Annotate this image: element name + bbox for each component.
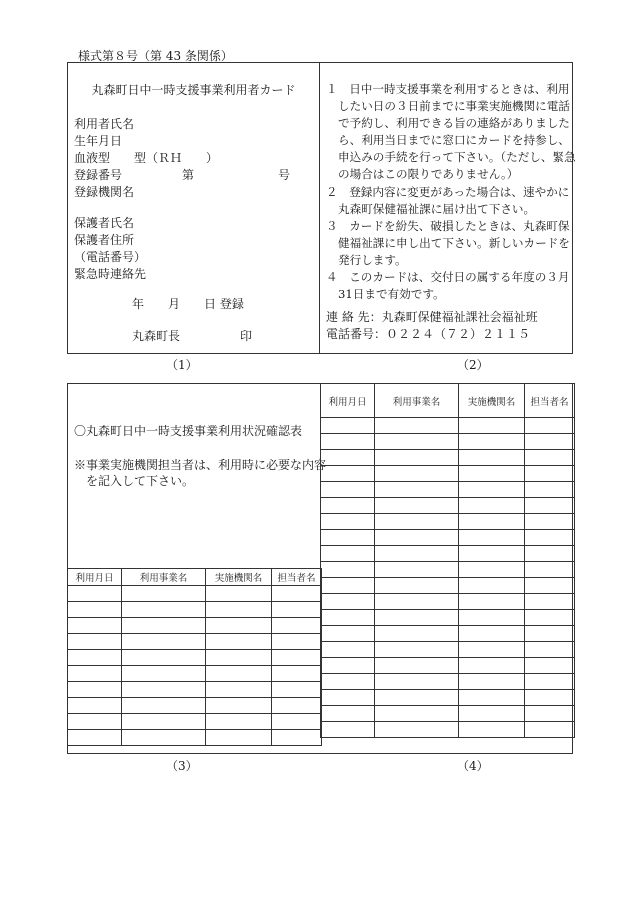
contact-phone: 電話番号：０２２４（７２）２１１５: [326, 327, 531, 341]
usage-confirmation-sheet: [67, 383, 573, 754]
table-cell[interactable]: [122, 682, 206, 698]
table-cell[interactable]: [525, 706, 575, 722]
table-cell[interactable]: [272, 650, 322, 666]
table-cell[interactable]: [375, 690, 459, 706]
table-row: [68, 730, 322, 746]
table-cell[interactable]: [206, 666, 272, 682]
table-cell[interactable]: [68, 714, 122, 730]
table-cell[interactable]: [321, 642, 375, 658]
table-cell[interactable]: [525, 578, 575, 594]
table-cell[interactable]: [525, 514, 575, 530]
field-blood-type: 血液型 型（ＲＨ ）: [74, 151, 219, 165]
table-cell[interactable]: [321, 594, 375, 610]
table-cell[interactable]: [375, 658, 459, 674]
table-row: [321, 690, 575, 706]
table-row: [321, 594, 575, 610]
table-cell[interactable]: [459, 610, 525, 626]
table-cell[interactable]: [525, 610, 575, 626]
table-row: [321, 546, 575, 562]
table-cell[interactable]: [525, 642, 575, 658]
table-cell[interactable]: [459, 722, 525, 738]
usage-note-line2: を記入して下さい。: [86, 474, 195, 488]
table-cell[interactable]: [206, 714, 272, 730]
table-cell[interactable]: [525, 546, 575, 562]
field-phone-number: （電話番号）: [74, 250, 147, 264]
table-cell[interactable]: [375, 418, 459, 434]
table-cell[interactable]: [459, 498, 525, 514]
table-cell[interactable]: [459, 706, 525, 722]
table-cell[interactable]: [375, 610, 459, 626]
table-cell[interactable]: [459, 690, 525, 706]
table-cell[interactable]: [321, 498, 375, 514]
table-cell[interactable]: [68, 730, 122, 746]
table-cell[interactable]: [122, 714, 206, 730]
table-row: [68, 602, 322, 618]
header-institution-name: 実施機関名: [206, 569, 272, 586]
table-cell[interactable]: [375, 562, 459, 578]
table-cell[interactable]: [375, 706, 459, 722]
table-cell[interactable]: [321, 562, 375, 578]
table-row: [68, 682, 322, 698]
table-cell[interactable]: [375, 578, 459, 594]
table-cell[interactable]: [525, 434, 575, 450]
table-row: [321, 642, 575, 658]
caption-4: （4）: [457, 759, 489, 773]
user-card-back: [319, 62, 576, 354]
caption-2: （2）: [457, 358, 489, 372]
table-row: [321, 626, 575, 642]
table-row: [321, 466, 575, 482]
table-cell[interactable]: [459, 658, 525, 674]
table-cell[interactable]: [321, 546, 375, 562]
header-usage-date: 利用月日: [68, 569, 122, 586]
table-cell[interactable]: [272, 666, 322, 682]
table-cell[interactable]: [321, 482, 375, 498]
table-cell[interactable]: [525, 674, 575, 690]
table-cell[interactable]: [459, 562, 525, 578]
table-row: [321, 578, 575, 594]
table-cell[interactable]: [321, 450, 375, 466]
table-row: [321, 450, 575, 466]
table-cell[interactable]: [272, 618, 322, 634]
table-cell[interactable]: [375, 466, 459, 482]
table-row: [68, 634, 322, 650]
table-cell[interactable]: [525, 658, 575, 674]
table-cell[interactable]: [122, 698, 206, 714]
table-cell[interactable]: [459, 514, 525, 530]
field-user-name: 利用者氏名: [74, 117, 135, 131]
table-cell[interactable]: [206, 730, 272, 746]
field-registration-number: 登録番号 第 号: [74, 168, 291, 182]
header-usage-date: 利用月日: [321, 384, 375, 418]
table-row: [68, 650, 322, 666]
table-cell[interactable]: [321, 610, 375, 626]
table-cell[interactable]: [206, 698, 272, 714]
table-cell[interactable]: [206, 682, 272, 698]
table-cell[interactable]: [206, 586, 272, 602]
table-cell[interactable]: [321, 658, 375, 674]
table-cell[interactable]: [122, 602, 206, 618]
table-cell[interactable]: [375, 434, 459, 450]
table-cell[interactable]: [459, 418, 525, 434]
table-cell[interactable]: [321, 514, 375, 530]
table-row: [321, 706, 575, 722]
note-1: １ 日中一時支援事業を利用するときは、利用 したい日の３日前までに事業実施機関に電話 で予約し、利用できる旨の連絡がありました ら、利用当日までに窓口にカードを持参し、 申込みの手続を行って下さい。（ただし、緊急 の場合はこの限りでありません。）: [326, 82, 576, 181]
table-cell[interactable]: [321, 418, 375, 434]
table-cell[interactable]: [321, 722, 375, 738]
table-cell[interactable]: [375, 642, 459, 658]
table-cell[interactable]: [375, 594, 459, 610]
field-guardian-address: 保護者住所: [74, 233, 135, 247]
table-cell[interactable]: [459, 466, 525, 482]
table-cell[interactable]: [68, 698, 122, 714]
table-cell[interactable]: [459, 642, 525, 658]
table-cell[interactable]: [375, 498, 459, 514]
table-cell[interactable]: [321, 690, 375, 706]
table-cell[interactable]: [206, 602, 272, 618]
table-cell[interactable]: [459, 434, 525, 450]
table-cell[interactable]: [459, 546, 525, 562]
table-cell[interactable]: [68, 650, 122, 666]
table-cell[interactable]: [321, 530, 375, 546]
table-cell[interactable]: [375, 674, 459, 690]
table-cell[interactable]: [122, 618, 206, 634]
table-cell[interactable]: [272, 730, 322, 746]
table-row: [321, 722, 575, 738]
table-cell[interactable]: [272, 682, 322, 698]
table-cell[interactable]: [525, 722, 575, 738]
table-cell[interactable]: [122, 730, 206, 746]
table-cell[interactable]: [321, 706, 375, 722]
table-cell[interactable]: [459, 674, 525, 690]
table-row: [68, 666, 322, 682]
issuer-seal: 丸森町長 印: [132, 329, 253, 343]
table-row: [321, 514, 575, 530]
table-cell[interactable]: [525, 418, 575, 434]
table-cell[interactable]: [206, 634, 272, 650]
table-row: [68, 714, 322, 730]
table-cell[interactable]: [459, 482, 525, 498]
field-registered-institution: 登録機関名: [74, 185, 135, 199]
table-cell[interactable]: [122, 666, 206, 682]
header-staff-name: 担当者名: [525, 384, 575, 418]
table-cell[interactable]: [68, 634, 122, 650]
table-cell[interactable]: [68, 666, 122, 682]
header-institution-name: 実施機関名: [459, 384, 525, 418]
table-cell[interactable]: [375, 722, 459, 738]
table-row: [321, 562, 575, 578]
table-cell[interactable]: [375, 482, 459, 498]
form-number: 様式第８号（第 43 条関係）: [78, 49, 233, 63]
table-row: [68, 698, 322, 714]
table-cell[interactable]: [375, 450, 459, 466]
table-cell[interactable]: [272, 714, 322, 730]
table-cell[interactable]: [321, 674, 375, 690]
table-cell[interactable]: [122, 634, 206, 650]
table-cell[interactable]: [375, 514, 459, 530]
table-cell[interactable]: [459, 450, 525, 466]
table-cell[interactable]: [525, 690, 575, 706]
caption-3: （3）: [166, 759, 198, 773]
table-cell[interactable]: [122, 586, 206, 602]
table-cell[interactable]: [375, 546, 459, 562]
field-guardian-name: 保護者氏名: [74, 216, 135, 230]
table-cell[interactable]: [525, 450, 575, 466]
table-cell[interactable]: [525, 482, 575, 498]
table-cell[interactable]: [459, 626, 525, 642]
table-cell[interactable]: [525, 530, 575, 546]
usage-note-line1: ※事業実施機関担当者は、利用時に必要な内容: [74, 458, 327, 472]
table-row: [321, 498, 575, 514]
table-row: [321, 434, 575, 450]
field-emergency-contact: 緊急時連絡先: [74, 267, 147, 281]
table-cell[interactable]: [122, 650, 206, 666]
table-cell[interactable]: [272, 634, 322, 650]
table-cell[interactable]: [321, 466, 375, 482]
table-cell[interactable]: [321, 434, 375, 450]
table-cell[interactable]: [525, 626, 575, 642]
usage-table-right: [320, 383, 575, 738]
table-row: [321, 610, 575, 626]
card-title: 丸森町日中一時支援事業利用者カード: [91, 83, 296, 97]
table-cell[interactable]: [272, 698, 322, 714]
table-cell[interactable]: [68, 586, 122, 602]
table-row: [321, 658, 575, 674]
table-cell[interactable]: [459, 530, 525, 546]
table-cell[interactable]: [525, 466, 575, 482]
table-cell[interactable]: [321, 578, 375, 594]
table-cell[interactable]: [525, 562, 575, 578]
user-card-front: [67, 62, 320, 354]
registration-date: 年 月 日 登録: [132, 297, 244, 311]
header-service-name: 利用事業名: [375, 384, 459, 418]
caption-1: （1）: [166, 358, 198, 372]
header-service-name: 利用事業名: [122, 569, 206, 586]
table-cell[interactable]: [459, 578, 525, 594]
table-cell[interactable]: [206, 618, 272, 634]
field-birth-date: 生年月日: [74, 134, 123, 148]
table-cell[interactable]: [272, 602, 322, 618]
contact-office: 連 絡 先：丸森町保健福祉課社会福祉班: [326, 310, 538, 324]
usage-title: 〇丸森町日中一時支援事業利用状況確認表: [74, 424, 303, 438]
table-row: [321, 674, 575, 690]
table-cell[interactable]: [68, 682, 122, 698]
usage-table-left: [67, 568, 322, 746]
note-3: ３ カードを紛失、破損したときは、丸森町保 健福祉課に申し出て下さい。新しいカードを 発行します。: [326, 219, 570, 267]
table-row: [68, 586, 322, 602]
table-cell[interactable]: [68, 618, 122, 634]
table-row: [321, 530, 575, 546]
note-2: ２ 登録内容に変更があった場合は、速やかに 丸森町保健福祉課に届け出て下さい。: [326, 185, 570, 216]
table-cell[interactable]: [525, 594, 575, 610]
table-cell[interactable]: [375, 626, 459, 642]
table-cell[interactable]: [459, 594, 525, 610]
table-cell[interactable]: [68, 602, 122, 618]
table-row: [321, 482, 575, 498]
table-cell[interactable]: [272, 586, 322, 602]
table-cell[interactable]: [375, 530, 459, 546]
table-cell[interactable]: [206, 650, 272, 666]
table-cell[interactable]: [321, 626, 375, 642]
table-row: [321, 418, 575, 434]
table-cell[interactable]: [525, 498, 575, 514]
table-row: [68, 618, 322, 634]
header-staff-name: 担当者名: [272, 569, 322, 586]
note-4: ４ このカードは、交付日の属する年度の３月 31日まで有効です。: [326, 270, 570, 301]
